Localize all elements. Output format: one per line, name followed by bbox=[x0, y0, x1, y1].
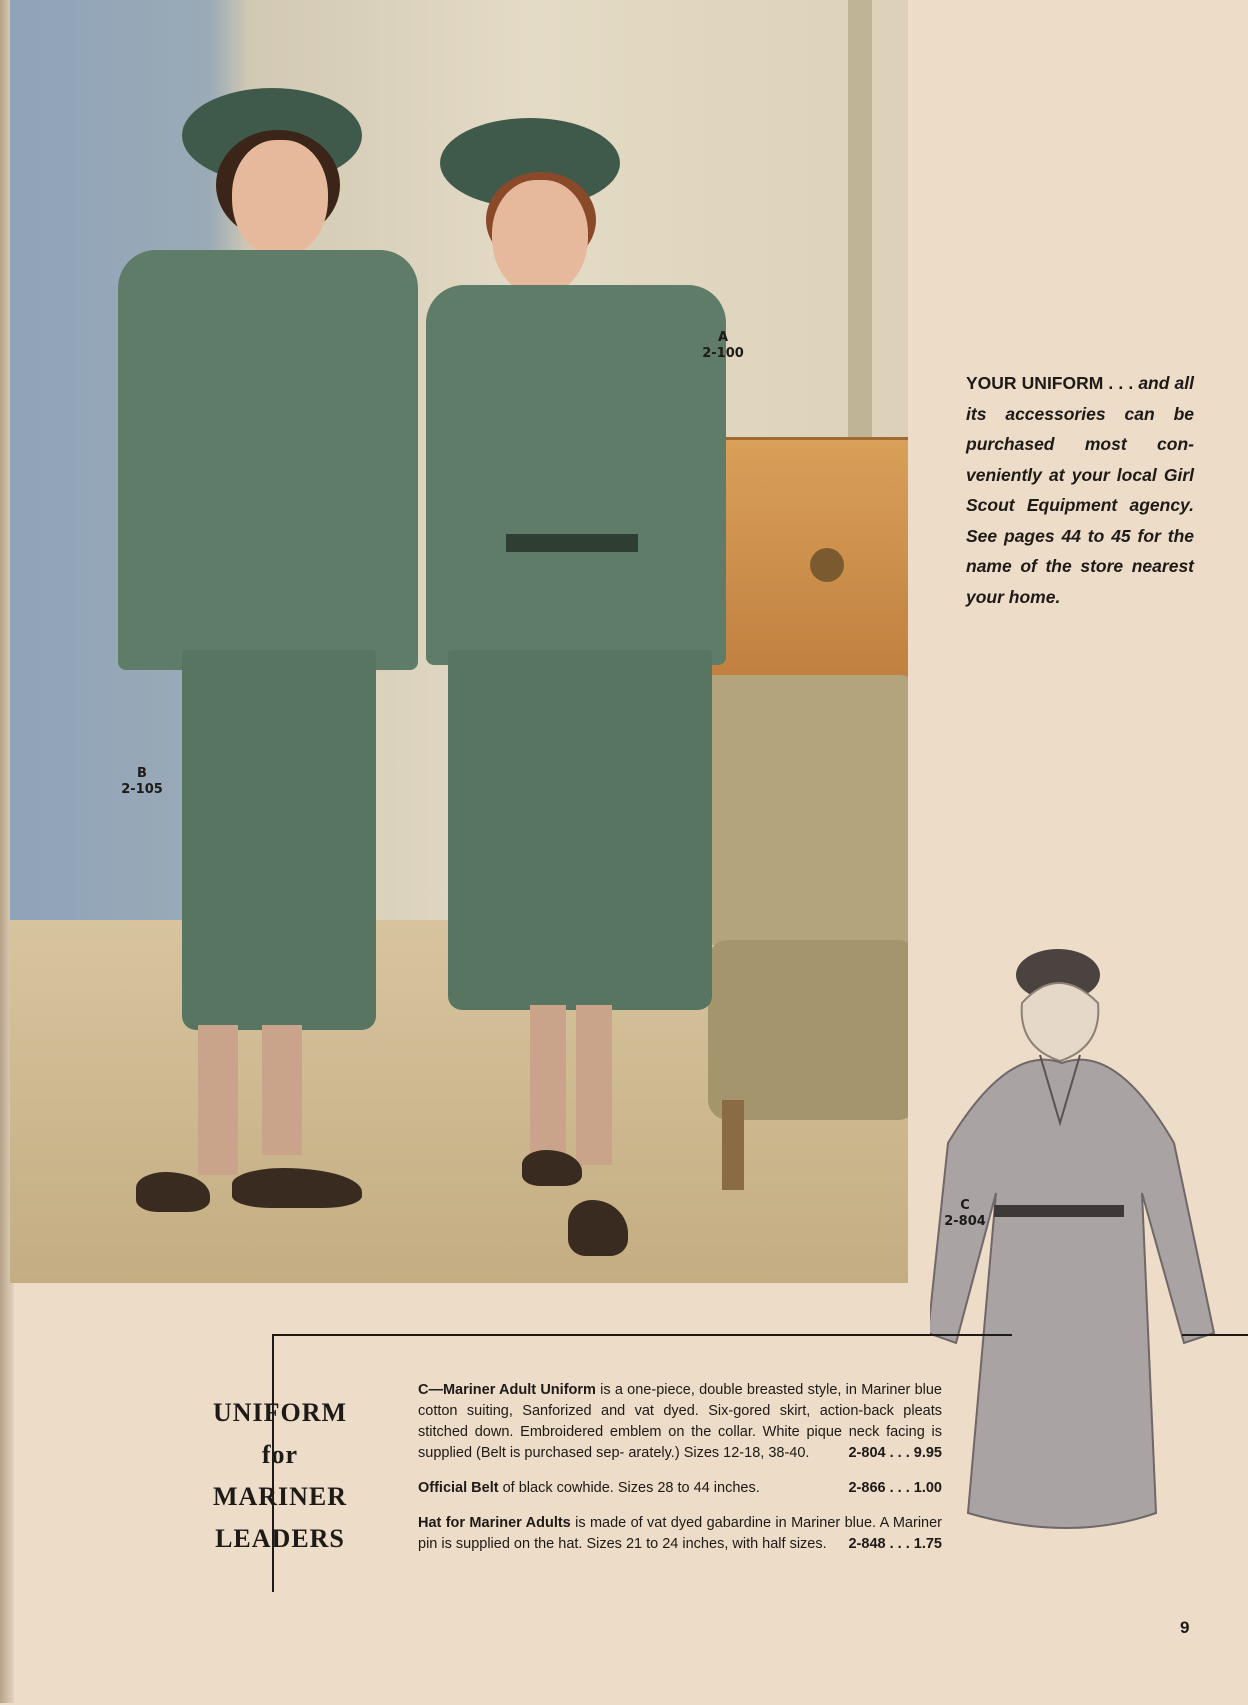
label-c-letter: C bbox=[960, 1198, 970, 1213]
page-number: 9 bbox=[1180, 1618, 1190, 1637]
label-a-code: 2-100 bbox=[702, 346, 744, 361]
cabinet-knob bbox=[810, 548, 844, 582]
headline-line-1: UNIFORM bbox=[212, 1398, 348, 1427]
item-belt-price: 2-866 . . . 1.00 bbox=[848, 1480, 942, 1496]
label-b-letter: B bbox=[137, 766, 147, 781]
mariner-uniform-sketch bbox=[930, 915, 1248, 1705]
label-b-code: 2-105 bbox=[121, 782, 163, 797]
wall-pillar bbox=[848, 0, 872, 440]
item-belt-desc: of black cowhide. Sizes 28 to 44 inches. bbox=[498, 1480, 760, 1496]
item-uniform-name: C—Mariner Adult Uniform bbox=[418, 1382, 596, 1398]
uniform-photo bbox=[10, 0, 908, 1283]
chair-seat bbox=[708, 940, 908, 1120]
section-headline bbox=[180, 1392, 380, 1560]
sidebar-body: and all its accessories can be purchased most con- veniently at your local Girl Scout Equipment agency. See pages 44 to 45 for the name of the store nearest your home. bbox=[966, 373, 1194, 607]
item-uniform-desc: is a one-piece, double breasted style, in Mariner blue cotton suiting, Sanforized and vat dyed. Six-gored skirt, action-back pleats stitched down. Embroidered emblem on the collar. White pique neck facing is supplied (Belt is purchased sep- arately.) Sizes 12-18, 38-40. bbox=[418, 1382, 942, 1461]
horizontal-rule-left bbox=[272, 1334, 1012, 1336]
label-a-letter: A bbox=[717, 330, 729, 345]
label-a bbox=[698, 330, 748, 362]
item-uniform bbox=[418, 1380, 942, 1464]
headline-line-4: LEADERS bbox=[215, 1524, 345, 1553]
item-hat-price: 2-848 . . . 1.75 bbox=[848, 1536, 942, 1552]
label-c-code: 2-804 bbox=[944, 1214, 986, 1229]
product-descriptions bbox=[418, 1380, 942, 1569]
item-hat-desc: is made of vat dyed gabardine in Mariner blue. A Mariner pin is supplied on the hat. Sizes 21 to 24 inches, with half sizes. bbox=[418, 1515, 942, 1552]
sidebar-note bbox=[966, 368, 1194, 612]
item-hat bbox=[418, 1513, 942, 1555]
horizontal-rule-right bbox=[1182, 1334, 1248, 1336]
chair-leg bbox=[722, 1100, 744, 1190]
item-belt bbox=[418, 1478, 942, 1499]
sidebar-lead: YOUR UNIFORM . . . bbox=[966, 373, 1134, 393]
label-b bbox=[117, 766, 167, 798]
item-belt-name: Official Belt bbox=[418, 1480, 499, 1496]
item-uniform-price: 2-804 . . . 9.95 bbox=[848, 1445, 942, 1461]
item-hat-name: Hat for Mariner Adults bbox=[418, 1515, 571, 1531]
label-c bbox=[940, 1198, 990, 1230]
headline-line-2: for bbox=[261, 1440, 299, 1469]
headline-line-3: MARINER bbox=[212, 1482, 348, 1511]
cabinet bbox=[700, 437, 908, 688]
